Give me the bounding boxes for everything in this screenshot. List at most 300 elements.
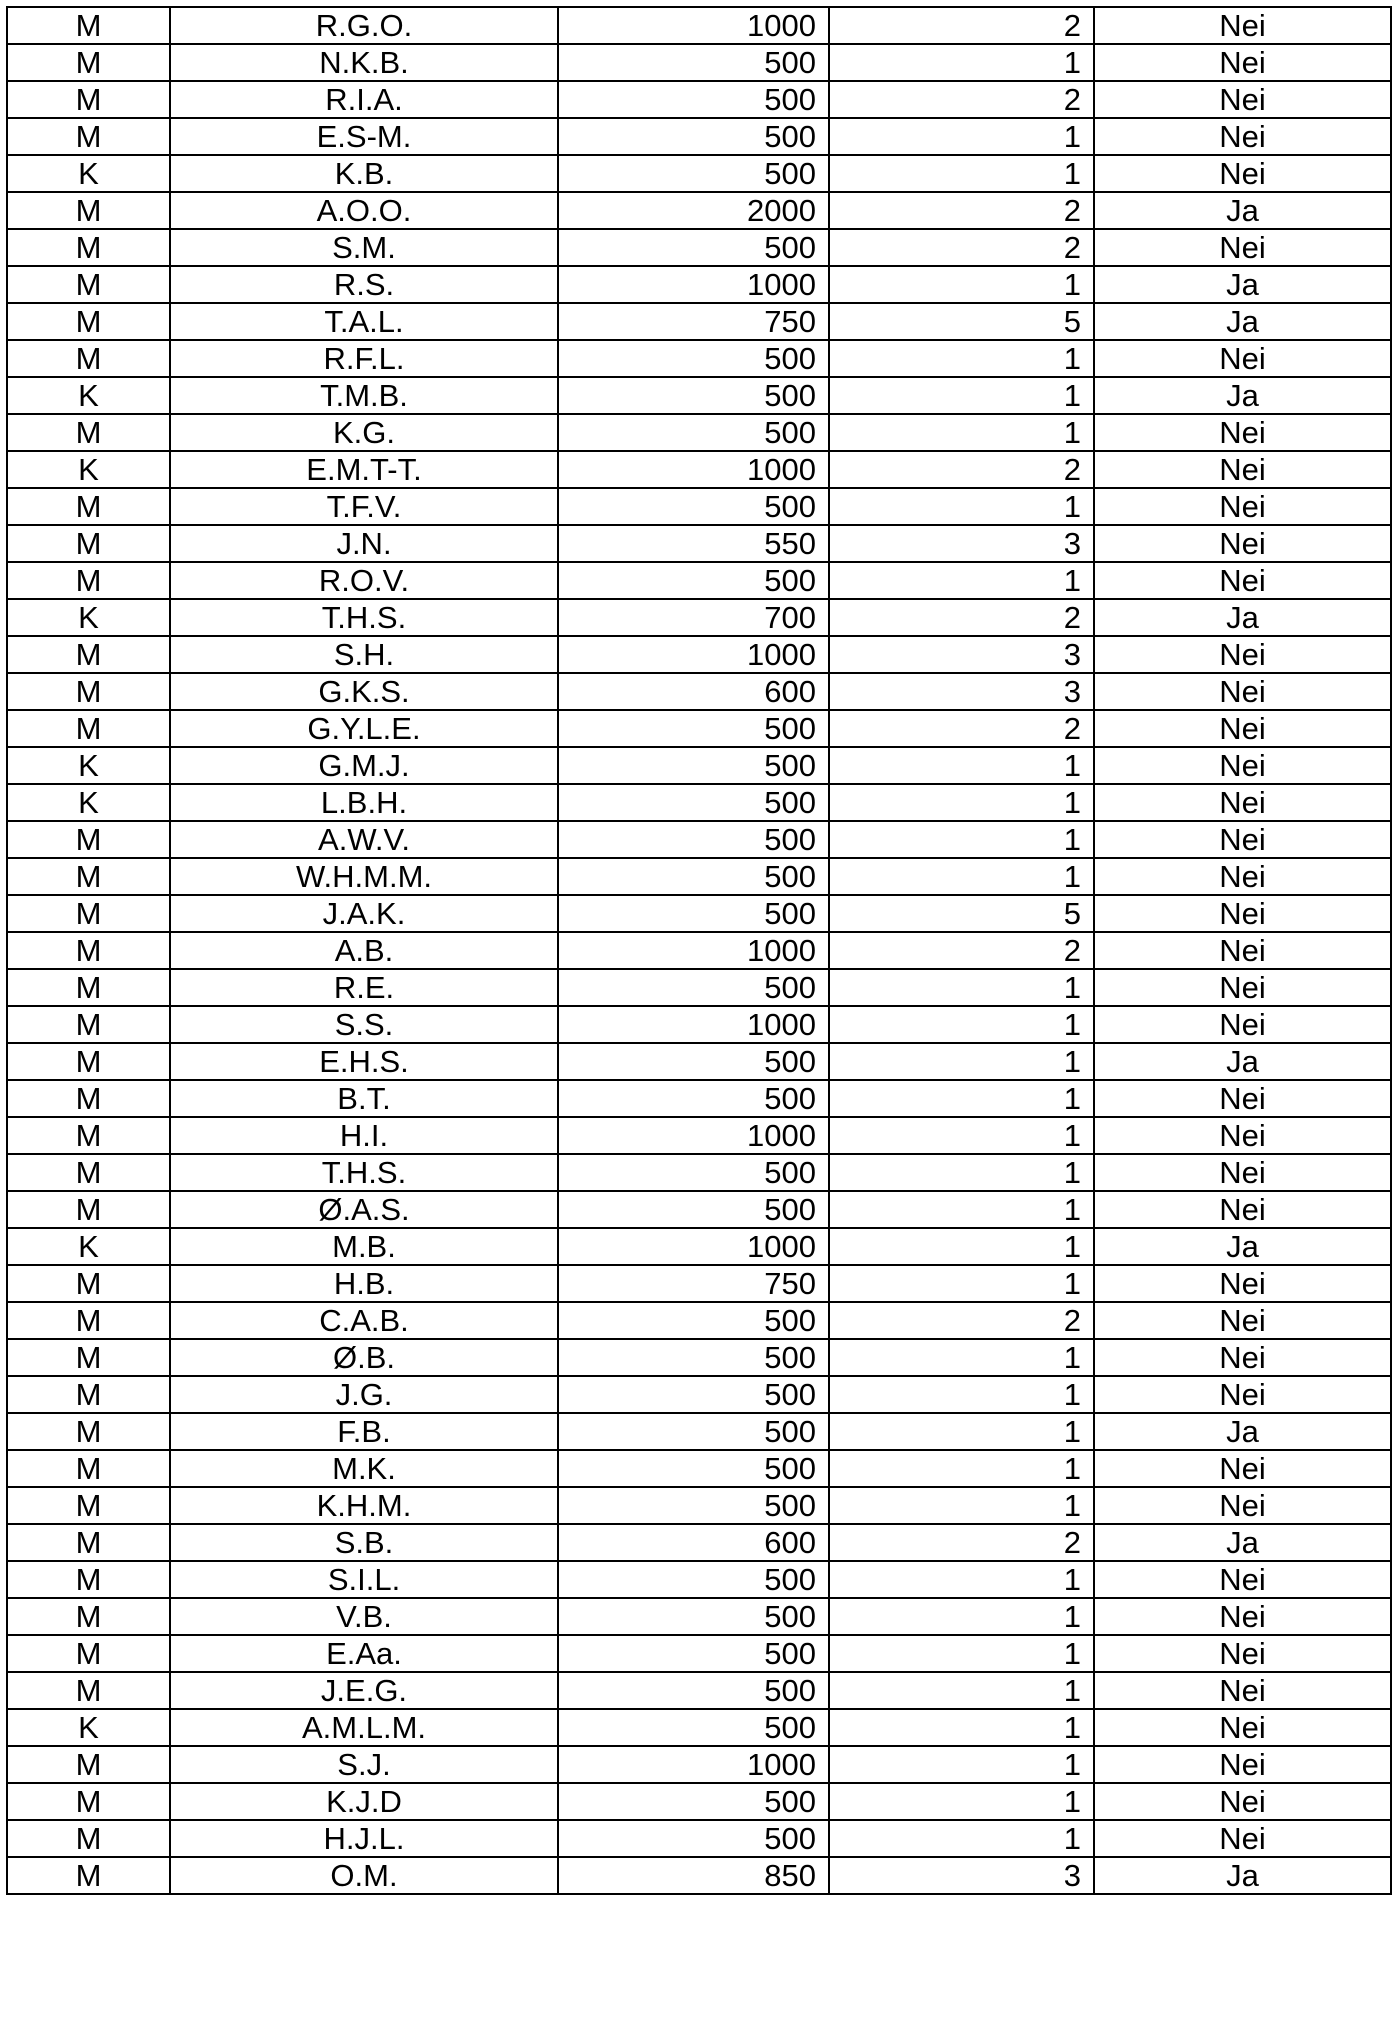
initials-cell: J.N. bbox=[170, 525, 558, 562]
gender-cell: M bbox=[7, 1487, 170, 1524]
gender-cell: M bbox=[7, 1376, 170, 1413]
initials-cell: K.H.M. bbox=[170, 1487, 558, 1524]
amount-cell: 500 bbox=[558, 1080, 829, 1117]
count-cell: 1 bbox=[829, 1450, 1094, 1487]
initials-cell: N.K.B. bbox=[170, 44, 558, 81]
initials-cell: A.W.V. bbox=[170, 821, 558, 858]
yes-no-cell: Nei bbox=[1094, 1598, 1391, 1635]
amount-cell: 500 bbox=[558, 858, 829, 895]
amount-cell: 850 bbox=[558, 1857, 829, 1894]
amount-cell: 750 bbox=[558, 1265, 829, 1302]
initials-cell: C.A.B. bbox=[170, 1302, 558, 1339]
count-cell: 1 bbox=[829, 1672, 1094, 1709]
yes-no-cell: Ja bbox=[1094, 266, 1391, 303]
count-cell: 1 bbox=[829, 1413, 1094, 1450]
yes-no-cell: Nei bbox=[1094, 562, 1391, 599]
table-row bbox=[7, 525, 1391, 562]
table-row bbox=[7, 932, 1391, 969]
gender-cell: M bbox=[7, 1746, 170, 1783]
amount-cell: 500 bbox=[558, 229, 829, 266]
count-cell: 1 bbox=[829, 1339, 1094, 1376]
yes-no-cell: Nei bbox=[1094, 821, 1391, 858]
count-cell: 1 bbox=[829, 562, 1094, 599]
initials-cell: F.B. bbox=[170, 1413, 558, 1450]
table-row bbox=[7, 1043, 1391, 1080]
table-row bbox=[7, 1191, 1391, 1228]
table-row bbox=[7, 1857, 1391, 1894]
gender-cell: M bbox=[7, 1339, 170, 1376]
table-row bbox=[7, 118, 1391, 155]
initials-cell: K.J.D bbox=[170, 1783, 558, 1820]
yes-no-cell: Nei bbox=[1094, 1450, 1391, 1487]
amount-cell: 1000 bbox=[558, 932, 829, 969]
initials-cell: V.B. bbox=[170, 1598, 558, 1635]
yes-no-cell: Ja bbox=[1094, 303, 1391, 340]
gender-cell: M bbox=[7, 525, 170, 562]
count-cell: 2 bbox=[829, 192, 1094, 229]
gender-cell: M bbox=[7, 1783, 170, 1820]
initials-cell: L.B.H. bbox=[170, 784, 558, 821]
initials-cell: E.S-M. bbox=[170, 118, 558, 155]
gender-cell: M bbox=[7, 562, 170, 599]
amount-cell: 500 bbox=[558, 895, 829, 932]
yes-no-cell: Nei bbox=[1094, 1154, 1391, 1191]
yes-no-cell: Nei bbox=[1094, 525, 1391, 562]
count-cell: 1 bbox=[829, 1154, 1094, 1191]
amount-cell: 500 bbox=[558, 784, 829, 821]
initials-cell: E.Aa. bbox=[170, 1635, 558, 1672]
table-row bbox=[7, 1339, 1391, 1376]
count-cell: 1 bbox=[829, 1487, 1094, 1524]
initials-cell: T.M.B. bbox=[170, 377, 558, 414]
initials-cell: R.F.L. bbox=[170, 340, 558, 377]
initials-cell: B.T. bbox=[170, 1080, 558, 1117]
count-cell: 1 bbox=[829, 266, 1094, 303]
yes-no-cell: Nei bbox=[1094, 895, 1391, 932]
count-cell: 3 bbox=[829, 673, 1094, 710]
count-cell: 2 bbox=[829, 229, 1094, 266]
count-cell: 1 bbox=[829, 969, 1094, 1006]
count-cell: 1 bbox=[829, 44, 1094, 81]
amount-cell: 500 bbox=[558, 155, 829, 192]
count-cell: 1 bbox=[829, 1635, 1094, 1672]
gender-cell: K bbox=[7, 1709, 170, 1746]
table-row bbox=[7, 1783, 1391, 1820]
count-cell: 1 bbox=[829, 821, 1094, 858]
count-cell: 1 bbox=[829, 1561, 1094, 1598]
yes-no-cell: Nei bbox=[1094, 1006, 1391, 1043]
gender-cell: M bbox=[7, 340, 170, 377]
initials-cell: T.F.V. bbox=[170, 488, 558, 525]
initials-cell: S.J. bbox=[170, 1746, 558, 1783]
yes-no-cell: Ja bbox=[1094, 599, 1391, 636]
yes-no-cell: Nei bbox=[1094, 1709, 1391, 1746]
amount-cell: 500 bbox=[558, 1413, 829, 1450]
gender-cell: M bbox=[7, 1561, 170, 1598]
count-cell: 1 bbox=[829, 747, 1094, 784]
table-row bbox=[7, 192, 1391, 229]
gender-cell: M bbox=[7, 303, 170, 340]
table-row bbox=[7, 488, 1391, 525]
count-cell: 1 bbox=[829, 1376, 1094, 1413]
initials-cell: Ø.A.S. bbox=[170, 1191, 558, 1228]
gender-cell: K bbox=[7, 599, 170, 636]
count-cell: 1 bbox=[829, 1228, 1094, 1265]
count-cell: 1 bbox=[829, 1820, 1094, 1857]
count-cell: 5 bbox=[829, 895, 1094, 932]
amount-cell: 500 bbox=[558, 1339, 829, 1376]
count-cell: 2 bbox=[829, 81, 1094, 118]
amount-cell: 500 bbox=[558, 1450, 829, 1487]
amount-cell: 500 bbox=[558, 1376, 829, 1413]
yes-no-cell: Nei bbox=[1094, 1265, 1391, 1302]
amount-cell: 700 bbox=[558, 599, 829, 636]
gender-cell: M bbox=[7, 1154, 170, 1191]
amount-cell: 500 bbox=[558, 1191, 829, 1228]
gender-cell: M bbox=[7, 1191, 170, 1228]
count-cell: 2 bbox=[829, 932, 1094, 969]
amount-cell: 500 bbox=[558, 1709, 829, 1746]
yes-no-cell: Nei bbox=[1094, 784, 1391, 821]
amount-cell: 500 bbox=[558, 377, 829, 414]
initials-cell: J.E.G. bbox=[170, 1672, 558, 1709]
amount-cell: 500 bbox=[558, 710, 829, 747]
amount-cell: 500 bbox=[558, 1487, 829, 1524]
amount-cell: 500 bbox=[558, 1598, 829, 1635]
gender-cell: M bbox=[7, 1857, 170, 1894]
gender-cell: M bbox=[7, 710, 170, 747]
count-cell: 1 bbox=[829, 488, 1094, 525]
table-row bbox=[7, 1487, 1391, 1524]
yes-no-cell: Nei bbox=[1094, 1672, 1391, 1709]
count-cell: 1 bbox=[829, 340, 1094, 377]
table-row bbox=[7, 1524, 1391, 1561]
gender-cell: M bbox=[7, 44, 170, 81]
gender-cell: M bbox=[7, 488, 170, 525]
count-cell: 1 bbox=[829, 155, 1094, 192]
table-row bbox=[7, 1672, 1391, 1709]
yes-no-cell: Nei bbox=[1094, 747, 1391, 784]
yes-no-cell: Nei bbox=[1094, 1635, 1391, 1672]
gender-cell: K bbox=[7, 747, 170, 784]
gender-cell: K bbox=[7, 1228, 170, 1265]
amount-cell: 500 bbox=[558, 44, 829, 81]
yes-no-cell: Nei bbox=[1094, 81, 1391, 118]
count-cell: 1 bbox=[829, 784, 1094, 821]
amount-cell: 500 bbox=[558, 1635, 829, 1672]
table-row bbox=[7, 414, 1391, 451]
initials-cell: A.B. bbox=[170, 932, 558, 969]
initials-cell: J.A.K. bbox=[170, 895, 558, 932]
initials-cell: S.M. bbox=[170, 229, 558, 266]
table-row bbox=[7, 1265, 1391, 1302]
yes-no-cell: Nei bbox=[1094, 1339, 1391, 1376]
initials-cell: A.O.O. bbox=[170, 192, 558, 229]
initials-cell: H.B. bbox=[170, 1265, 558, 1302]
initials-cell: A.M.L.M. bbox=[170, 1709, 558, 1746]
table-row bbox=[7, 1820, 1391, 1857]
table-row bbox=[7, 7, 1391, 44]
yes-no-cell: Ja bbox=[1094, 377, 1391, 414]
count-cell: 1 bbox=[829, 1783, 1094, 1820]
count-cell: 5 bbox=[829, 303, 1094, 340]
table-row bbox=[7, 858, 1391, 895]
amount-cell: 500 bbox=[558, 562, 829, 599]
yes-no-cell: Nei bbox=[1094, 155, 1391, 192]
count-cell: 1 bbox=[829, 858, 1094, 895]
amount-cell: 500 bbox=[558, 1302, 829, 1339]
table-row bbox=[7, 303, 1391, 340]
count-cell: 3 bbox=[829, 1857, 1094, 1894]
table-row bbox=[7, 562, 1391, 599]
count-cell: 1 bbox=[829, 1191, 1094, 1228]
initials-cell: S.B. bbox=[170, 1524, 558, 1561]
initials-cell: T.H.S. bbox=[170, 1154, 558, 1191]
initials-cell: K.B. bbox=[170, 155, 558, 192]
initials-cell: T.A.L. bbox=[170, 303, 558, 340]
table-row bbox=[7, 44, 1391, 81]
table-row bbox=[7, 1561, 1391, 1598]
amount-cell: 500 bbox=[558, 81, 829, 118]
table-row bbox=[7, 1154, 1391, 1191]
initials-cell: Ø.B. bbox=[170, 1339, 558, 1376]
yes-no-cell: Ja bbox=[1094, 1524, 1391, 1561]
initials-cell: S.H. bbox=[170, 636, 558, 673]
yes-no-cell: Nei bbox=[1094, 1783, 1391, 1820]
count-cell: 1 bbox=[829, 414, 1094, 451]
table-row bbox=[7, 673, 1391, 710]
gender-cell: M bbox=[7, 81, 170, 118]
initials-cell: M.B. bbox=[170, 1228, 558, 1265]
table-row bbox=[7, 1746, 1391, 1783]
initials-cell: R.E. bbox=[170, 969, 558, 1006]
yes-no-cell: Nei bbox=[1094, 7, 1391, 44]
gender-cell: M bbox=[7, 414, 170, 451]
gender-cell: M bbox=[7, 1006, 170, 1043]
gender-cell: K bbox=[7, 784, 170, 821]
yes-no-cell: Nei bbox=[1094, 340, 1391, 377]
count-cell: 1 bbox=[829, 1080, 1094, 1117]
initials-cell: K.G. bbox=[170, 414, 558, 451]
yes-no-cell: Nei bbox=[1094, 414, 1391, 451]
count-cell: 1 bbox=[829, 1006, 1094, 1043]
yes-no-cell: Nei bbox=[1094, 229, 1391, 266]
gender-cell: M bbox=[7, 1413, 170, 1450]
gender-cell: M bbox=[7, 118, 170, 155]
table-row bbox=[7, 340, 1391, 377]
table-row bbox=[7, 747, 1391, 784]
yes-no-cell: Nei bbox=[1094, 1302, 1391, 1339]
count-cell: 1 bbox=[829, 1043, 1094, 1080]
table-row bbox=[7, 1450, 1391, 1487]
initials-cell: T.H.S. bbox=[170, 599, 558, 636]
gender-cell: M bbox=[7, 7, 170, 44]
yes-no-cell: Nei bbox=[1094, 488, 1391, 525]
gender-cell: M bbox=[7, 895, 170, 932]
gender-cell: M bbox=[7, 932, 170, 969]
table-row bbox=[7, 710, 1391, 747]
gender-cell: M bbox=[7, 1672, 170, 1709]
yes-no-cell: Ja bbox=[1094, 1043, 1391, 1080]
amount-cell: 500 bbox=[558, 1561, 829, 1598]
data-table bbox=[6, 6, 1392, 1895]
gender-cell: M bbox=[7, 1635, 170, 1672]
table-row bbox=[7, 1413, 1391, 1450]
count-cell: 2 bbox=[829, 1302, 1094, 1339]
gender-cell: M bbox=[7, 969, 170, 1006]
count-cell: 1 bbox=[829, 1746, 1094, 1783]
amount-cell: 500 bbox=[558, 821, 829, 858]
table-row bbox=[7, 155, 1391, 192]
amount-cell: 1000 bbox=[558, 1006, 829, 1043]
amount-cell: 500 bbox=[558, 1154, 829, 1191]
table-row bbox=[7, 895, 1391, 932]
amount-cell: 1000 bbox=[558, 7, 829, 44]
initials-cell: R.S. bbox=[170, 266, 558, 303]
table-row bbox=[7, 1117, 1391, 1154]
initials-cell: S.S. bbox=[170, 1006, 558, 1043]
yes-no-cell: Nei bbox=[1094, 710, 1391, 747]
initials-cell: G.M.J. bbox=[170, 747, 558, 784]
initials-cell: W.H.M.M. bbox=[170, 858, 558, 895]
gender-cell: M bbox=[7, 1302, 170, 1339]
gender-cell: M bbox=[7, 1043, 170, 1080]
count-cell: 1 bbox=[829, 1265, 1094, 1302]
yes-no-cell: Nei bbox=[1094, 673, 1391, 710]
gender-cell: M bbox=[7, 229, 170, 266]
amount-cell: 500 bbox=[558, 1783, 829, 1820]
count-cell: 2 bbox=[829, 599, 1094, 636]
amount-cell: 500 bbox=[558, 1672, 829, 1709]
yes-no-cell: Nei bbox=[1094, 858, 1391, 895]
table-row bbox=[7, 81, 1391, 118]
gender-cell: M bbox=[7, 192, 170, 229]
amount-cell: 750 bbox=[558, 303, 829, 340]
gender-cell: M bbox=[7, 673, 170, 710]
amount-cell: 1000 bbox=[558, 266, 829, 303]
table-row bbox=[7, 1228, 1391, 1265]
gender-cell: M bbox=[7, 1524, 170, 1561]
gender-cell: M bbox=[7, 821, 170, 858]
amount-cell: 1000 bbox=[558, 1228, 829, 1265]
amount-cell: 500 bbox=[558, 414, 829, 451]
yes-no-cell: Nei bbox=[1094, 44, 1391, 81]
table-row bbox=[7, 1080, 1391, 1117]
initials-cell: R.G.O. bbox=[170, 7, 558, 44]
gender-cell: K bbox=[7, 377, 170, 414]
yes-no-cell: Nei bbox=[1094, 932, 1391, 969]
table-row bbox=[7, 451, 1391, 488]
amount-cell: 500 bbox=[558, 1820, 829, 1857]
initials-cell: S.I.L. bbox=[170, 1561, 558, 1598]
yes-no-cell: Nei bbox=[1094, 1487, 1391, 1524]
amount-cell: 1000 bbox=[558, 1117, 829, 1154]
table-row bbox=[7, 1598, 1391, 1635]
table-row bbox=[7, 266, 1391, 303]
table-row bbox=[7, 599, 1391, 636]
count-cell: 1 bbox=[829, 1709, 1094, 1746]
initials-cell: G.Y.L.E. bbox=[170, 710, 558, 747]
table-row bbox=[7, 377, 1391, 414]
count-cell: 3 bbox=[829, 636, 1094, 673]
yes-no-cell: Nei bbox=[1094, 1746, 1391, 1783]
yes-no-cell: Nei bbox=[1094, 1117, 1391, 1154]
amount-cell: 2000 bbox=[558, 192, 829, 229]
gender-cell: M bbox=[7, 636, 170, 673]
initials-cell: J.G. bbox=[170, 1376, 558, 1413]
amount-cell: 550 bbox=[558, 525, 829, 562]
table-row bbox=[7, 1376, 1391, 1413]
initials-cell: H.J.L. bbox=[170, 1820, 558, 1857]
count-cell: 1 bbox=[829, 1598, 1094, 1635]
amount-cell: 500 bbox=[558, 488, 829, 525]
gender-cell: M bbox=[7, 266, 170, 303]
table-row bbox=[7, 821, 1391, 858]
initials-cell: M.K. bbox=[170, 1450, 558, 1487]
table-row bbox=[7, 1006, 1391, 1043]
initials-cell: R.I.A. bbox=[170, 81, 558, 118]
yes-no-cell: Nei bbox=[1094, 969, 1391, 1006]
count-cell: 2 bbox=[829, 451, 1094, 488]
gender-cell: K bbox=[7, 155, 170, 192]
table-row bbox=[7, 969, 1391, 1006]
table-body bbox=[7, 7, 1391, 1894]
amount-cell: 1000 bbox=[558, 1746, 829, 1783]
initials-cell: G.K.S. bbox=[170, 673, 558, 710]
yes-no-cell: Ja bbox=[1094, 1413, 1391, 1450]
amount-cell: 1000 bbox=[558, 636, 829, 673]
yes-no-cell: Nei bbox=[1094, 1820, 1391, 1857]
gender-cell: M bbox=[7, 1820, 170, 1857]
table-row bbox=[7, 1709, 1391, 1746]
yes-no-cell: Ja bbox=[1094, 192, 1391, 229]
amount-cell: 500 bbox=[558, 747, 829, 784]
gender-cell: M bbox=[7, 1265, 170, 1302]
count-cell: 1 bbox=[829, 1117, 1094, 1154]
yes-no-cell: Nei bbox=[1094, 1191, 1391, 1228]
gender-cell: M bbox=[7, 1080, 170, 1117]
table-row bbox=[7, 784, 1391, 821]
amount-cell: 500 bbox=[558, 118, 829, 155]
initials-cell: E.M.T-T. bbox=[170, 451, 558, 488]
gender-cell: K bbox=[7, 451, 170, 488]
gender-cell: M bbox=[7, 1117, 170, 1154]
amount-cell: 500 bbox=[558, 1043, 829, 1080]
count-cell: 3 bbox=[829, 525, 1094, 562]
amount-cell: 500 bbox=[558, 340, 829, 377]
yes-no-cell: Nei bbox=[1094, 636, 1391, 673]
amount-cell: 600 bbox=[558, 1524, 829, 1561]
gender-cell: M bbox=[7, 1598, 170, 1635]
yes-no-cell: Ja bbox=[1094, 1228, 1391, 1265]
gender-cell: M bbox=[7, 858, 170, 895]
table-row bbox=[7, 1302, 1391, 1339]
yes-no-cell: Nei bbox=[1094, 1561, 1391, 1598]
table-row bbox=[7, 636, 1391, 673]
table-row bbox=[7, 1635, 1391, 1672]
count-cell: 2 bbox=[829, 1524, 1094, 1561]
count-cell: 1 bbox=[829, 377, 1094, 414]
count-cell: 2 bbox=[829, 710, 1094, 747]
yes-no-cell: Nei bbox=[1094, 451, 1391, 488]
initials-cell: H.I. bbox=[170, 1117, 558, 1154]
yes-no-cell: Nei bbox=[1094, 1080, 1391, 1117]
amount-cell: 500 bbox=[558, 969, 829, 1006]
count-cell: 2 bbox=[829, 7, 1094, 44]
table-row bbox=[7, 229, 1391, 266]
yes-no-cell: Ja bbox=[1094, 1857, 1391, 1894]
amount-cell: 600 bbox=[558, 673, 829, 710]
